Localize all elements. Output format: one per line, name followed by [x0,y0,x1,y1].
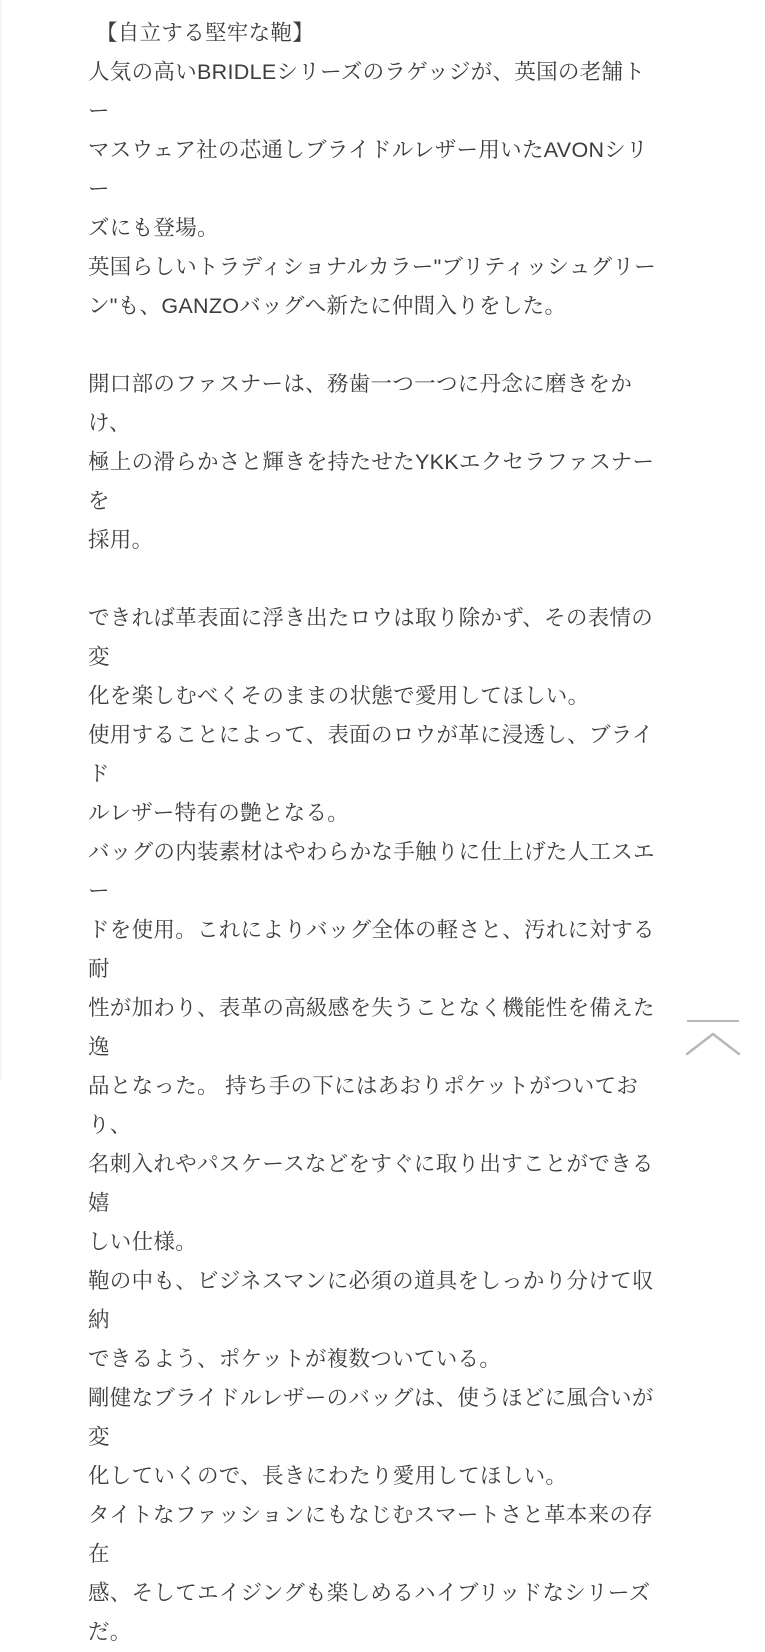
text-line: ルレザー特有の艶となる。 [88,801,350,825]
paragraph-intro [88,53,665,326]
text-line: 化を楽しむべくそのままの状態で愛用してほしい。 [88,684,590,708]
text-line: 化していくので、長きにわたり愛用してほしい。 [88,1464,568,1488]
scroll-to-top-button[interactable] [683,1014,743,1066]
page-left-edge-shadow [0,0,3,1080]
scroll-to-top-bar [687,1020,739,1022]
text-line: タイトなファッションにもなじむスマートさと革本来の存在 [88,1503,654,1566]
text-line: 性が加わり、表革の高級感を失うことなく機能性を備えた逸 [88,996,655,1059]
paragraph-heading [88,14,665,53]
paragraph-care [88,599,665,1652]
text-line: 極上の滑らかさと輝きを持たせたYKKエクセラファスナーを [88,450,655,513]
text-line: できれば革表面に浮き出たロウは取り除かず、その表情の変 [88,606,654,669]
section-heading: 【自立する堅牢な鞄】 [96,21,315,45]
text-line: 品となった。 持ち手の下にはあおりポケットがついており、 [88,1074,639,1137]
text-line: 人気の高いBRIDLEシリーズのラゲッジが、英国の老舗トー [88,60,646,123]
text-line: 採用。 [88,528,154,552]
text-line: 感、そしてエイジングも楽しめるハイブリッドなシリーズ [88,1581,651,1605]
text-line: 剛健なブライドルレザーのバッグは、使うほどに風合いが変 [88,1386,654,1449]
text-line: マスウェア社の芯通しブライドルレザー用いたAVONシリー [88,138,648,201]
text-line: しい仕様。 [88,1230,198,1254]
chevron-up-icon [683,1028,743,1062]
paragraph-zipper [88,365,665,560]
text-line: 開口部のファスナーは、務歯一つ一つに丹念に磨きをかけ、 [88,372,633,435]
text-line: バッグの内装素材はやわらかな手触りに仕上げた人工スエー [88,840,655,903]
text-line: 鞄の中も、ビジネスマンに必須の道具をしっかり分けて収納 [88,1269,654,1332]
text-line: 名刺入れやパスケースなどをすぐに取り出すことができる嬉 [88,1152,654,1215]
text-line: ン"も、GANZOバッグへ新たに仲間入りをした。 [88,294,567,318]
text-line: ズにも登場。 [88,216,219,240]
text-line: ドを使用。これによりバッグ全体の軽さと、汚れに対する耐 [88,918,655,981]
text-line: 使用することによって、表面のロウが革に浸透し、ブライド [88,723,654,786]
paragraph-spacer [88,326,665,365]
text-line: 英国らしいトラディショナルカラー"ブリティッシュグリー [88,255,657,279]
text-line: できるよう、ポケットが複数ついている。 [88,1347,502,1371]
paragraph-spacer [88,560,665,599]
product-description-article [88,14,665,1652]
text-line: だ。 [88,1620,132,1644]
